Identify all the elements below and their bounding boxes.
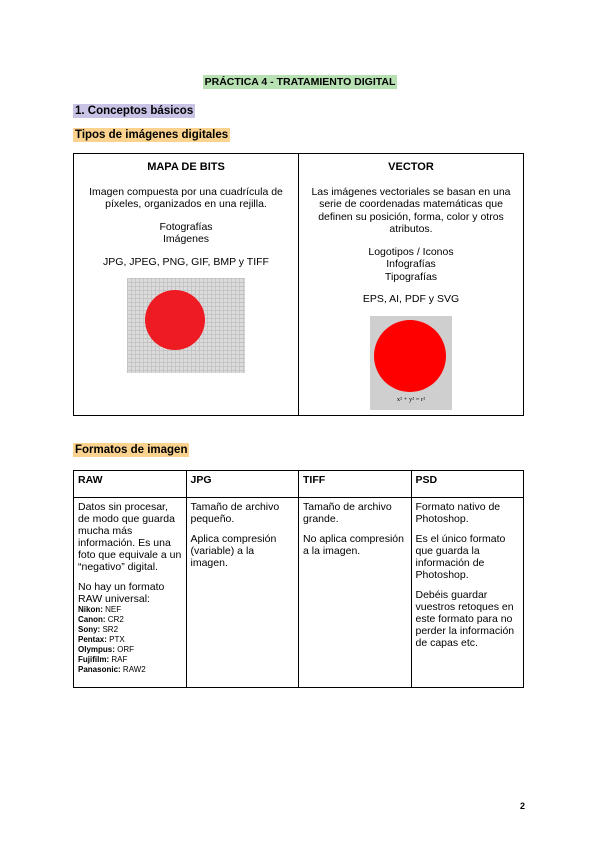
bitmap-header: MAPA DE BITS <box>147 161 225 173</box>
pixel-circle <box>145 290 205 350</box>
psd-description: Formato nativo de Photoshop. <box>415 501 501 525</box>
tiff-compression: No aplica compresión a la imagen. <box>303 533 404 557</box>
vector-cell <box>299 154 524 416</box>
circle-equation: x² + y² = r² <box>396 396 426 403</box>
jpg-compression: Aplica compresión (variable) a la imagen. <box>190 533 277 569</box>
pixel-circle-image <box>127 278 245 373</box>
psd-advice: Debéis guardar vuestros retoques en este formato para no perder la información de capas etc. <box>415 589 515 649</box>
raw-cell <box>74 498 187 688</box>
vector-example-1: Logotipos / Iconos <box>368 245 454 258</box>
subsection-heading-types: Tipos de imágenes digitales <box>75 129 229 141</box>
vector-formats: EPS, AI, PDF y SVG <box>362 293 460 305</box>
vector-example-3: Tipografías <box>384 270 438 283</box>
vector-example-2: Infografías <box>386 258 436 270</box>
raw-brand-fujifilm: Fujifilm: RAF <box>78 655 128 664</box>
raw-brand-pentax: Pentax: PTX <box>78 635 125 644</box>
raw-note: No hay un formato RAW universal: <box>78 581 165 605</box>
bitmap-formats: JPG, JPEG, PNG, GIF, BMP y TIFF <box>103 255 269 268</box>
vector-circle-image <box>370 316 452 410</box>
format-header-psd: PSD <box>411 471 524 498</box>
page-title: PRÁCTICA 4 - TRATAMIENTO DIGITAL <box>204 76 396 88</box>
format-header-tiff: TIFF <box>299 471 412 498</box>
jpg-description: Tamaño de archivo pequeño. <box>190 501 280 525</box>
bitmap-example-1: Fotografías <box>159 220 213 233</box>
image-types-table <box>73 153 524 416</box>
raw-description: Datos sin procesar, de modo que guarda mucha más información. Es una foto que equivale a un “negativo” digital. <box>78 501 182 573</box>
format-header-jpg: JPG <box>186 471 299 498</box>
vector-description: Las imágenes vectoriales se basan en una serie de coordenadas matemáticas que definen su posición, forma, color y otros atributos. <box>311 185 511 235</box>
raw-brand-list <box>78 605 182 675</box>
subsection-heading-formats: Formatos de imagen <box>75 444 188 456</box>
psd-cell <box>411 498 524 688</box>
raw-brand-canon: Canon: CR2 <box>78 615 124 624</box>
bitmap-example-2: Imágenes <box>162 233 210 245</box>
vector-circle <box>374 320 446 392</box>
raw-brand-sony: Sony: SR2 <box>78 625 119 634</box>
raw-brand-nikon: Nikon: NEF <box>78 605 122 614</box>
section-heading: 1. Conceptos básicos <box>75 105 194 117</box>
image-formats-table <box>73 470 524 688</box>
bitmap-cell <box>74 154 299 416</box>
vector-header: VECTOR <box>388 161 434 173</box>
jpg-cell <box>186 498 299 688</box>
bitmap-description: Imagen compuesta por una cuadrícula de píxeles, organizados en una rejilla. <box>89 185 283 210</box>
tiff-cell <box>299 498 412 688</box>
raw-brand-panasonic: Panasonic: RAW2 <box>78 665 146 674</box>
format-header-raw: RAW <box>74 471 187 498</box>
raw-brand-olympus: Olympus: ORF <box>78 645 135 654</box>
tiff-description: Tamaño de archivo grande. <box>303 501 392 525</box>
page-number: 2 <box>520 801 526 811</box>
psd-note: Es el único formato que guarda la información de Photoshop. <box>415 533 506 581</box>
